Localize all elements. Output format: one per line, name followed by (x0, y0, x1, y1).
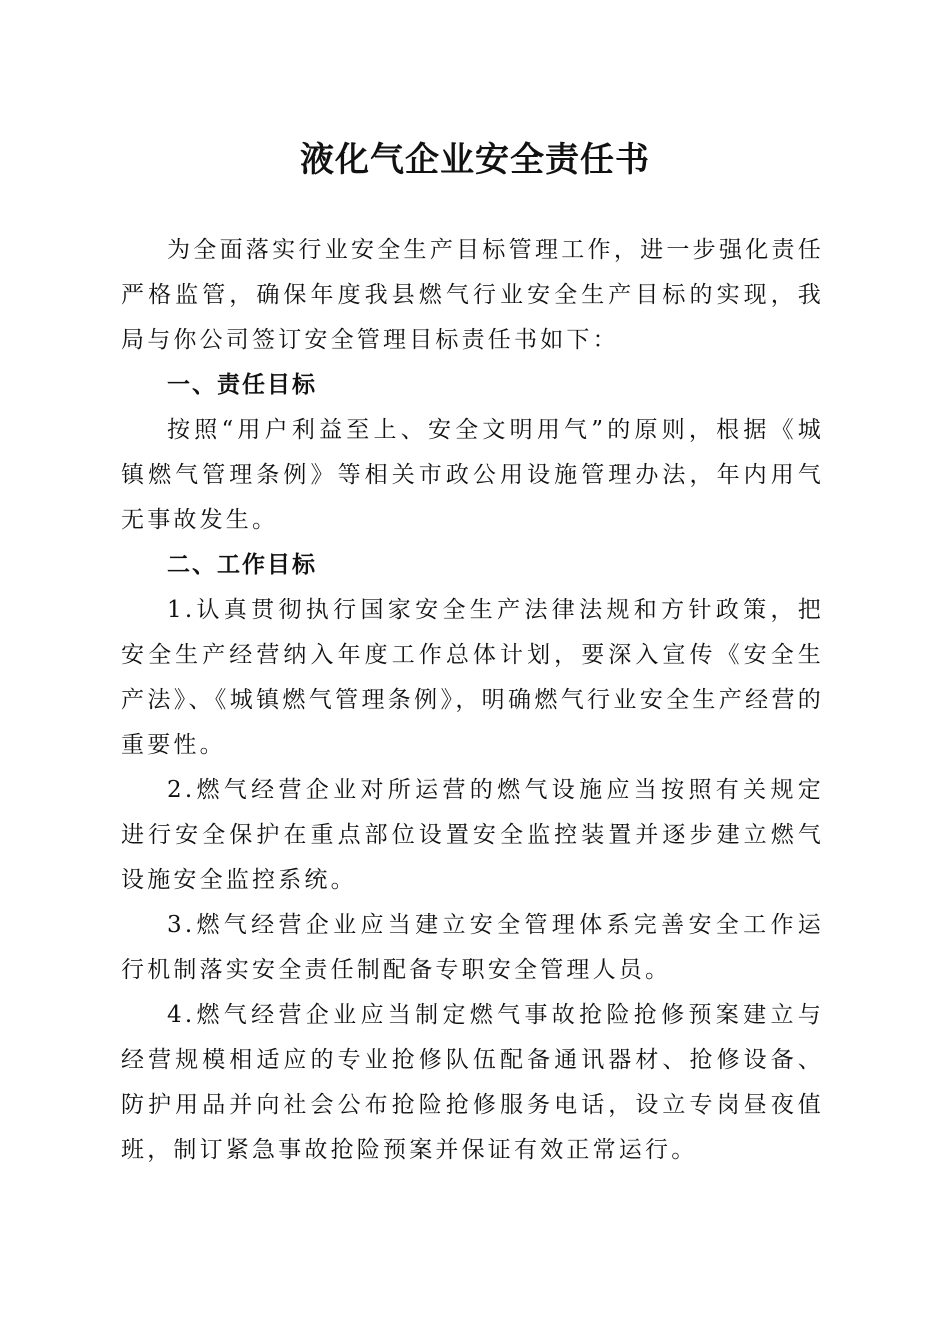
responsibility-goals-paragraph: 按照“用户利益至上、安全文明用气”的原则，根据《城镇燃气管理条例》等相关市政公用设施管理办法，年内用气无事故发生。 (121, 417, 824, 533)
work-goal-item-3: 3.燃气经营企业应当建立安全管理体系完善安全工作运行机制落实安全责任制配备专职安全管理人员。 (121, 912, 824, 983)
section-heading-work-goals: 二、工作目标 (167, 552, 317, 578)
work-goal-item-4: 4.燃气经营企业应当制定燃气事故抢险抢修预案建立与经营规模相适应的专业抢修队伍配备通讯器材、抢修设备、防护用品并向社会公布抢险抢修服务电话，设立专岗昼夜值班，制订紧急事故抢险预案并保证有效正常运行。 (121, 1002, 824, 1163)
document-title: 液化气企业安全责任书 (300, 140, 650, 180)
section-heading-responsibility-goals: 一、责任目标 (167, 372, 317, 398)
intro-paragraph: 为全面落实行业安全生产目标管理工作，进一步强化责任严格监管，确保年度我县燃气行业安全生产目标的实现，我局与你公司签订安全管理目标责任书如下： (121, 237, 824, 353)
document-body (121, 228, 824, 1173)
work-goal-item-1: 1.认真贯彻执行国家安全生产法律法规和方针政策，把安全生产经营纳入年度工作总体计划，要深入宣传《安全生产法》、《城镇燃气管理条例》，明确燃气行业安全生产经营的重要性。 (121, 597, 824, 758)
work-goal-item-2: 2.燃气经营企业对所运营的燃气设施应当按照有关规定进行安全保护在重点部位设置安全监控装置并逐步建立燃气设施安全监控系统。 (121, 777, 824, 893)
